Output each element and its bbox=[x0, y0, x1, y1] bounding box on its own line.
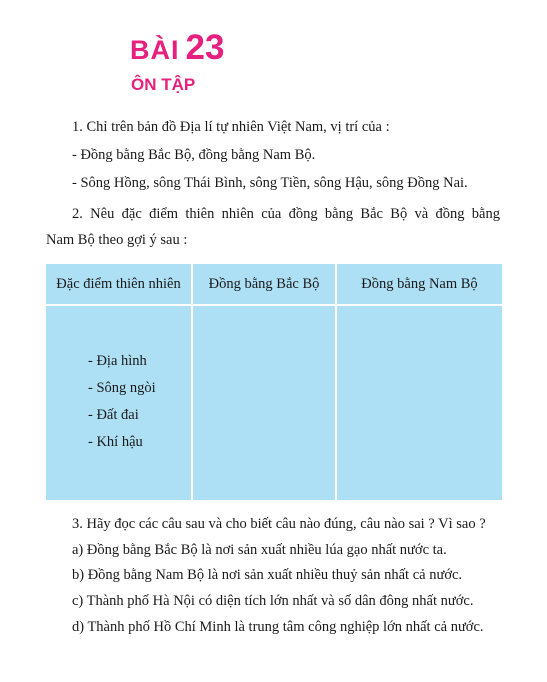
statement-c: c) Thành phố Hà Nội có diện tích lớn nhất và số dân đông nhất nước. bbox=[72, 593, 474, 609]
answer-cell-bac-bo bbox=[192, 305, 336, 500]
table-header-cell: Đặc điểm thiên nhiên bbox=[46, 264, 192, 305]
table-row bbox=[46, 305, 502, 500]
question-2-line-2: Nam Bộ theo gợi ý sau : bbox=[46, 232, 188, 248]
answer-cell-nam-bo bbox=[336, 305, 502, 500]
question-1: 1. Chỉ trên bản đồ Địa lí tự nhiên Việt Nam, vị trí của : bbox=[72, 119, 390, 135]
lesson-title: ÔN TẬP bbox=[131, 75, 196, 94]
features-table bbox=[46, 264, 502, 500]
question-1-item: - Đồng bằng Bắc Bộ, đồng bằng Nam Bộ. bbox=[72, 147, 316, 163]
lesson-number: 23 bbox=[185, 28, 225, 67]
lesson-heading bbox=[130, 30, 224, 65]
question-1-item: - Sông Hồng, sông Thái Bình, sông Tiền, sông Hậu, sông Đồng Nai. bbox=[72, 175, 468, 191]
table-header-cell: Đồng bằng Bắc Bộ bbox=[192, 264, 336, 305]
statement-b: b) Đồng bằng Nam Bộ là nơi sản xuất nhiều thuỷ sản nhất cả nước. bbox=[72, 567, 463, 583]
statement-a: a) Đồng bằng Bắc Bộ là nơi sản xuất nhiều lúa gạo nhất nước ta. bbox=[72, 542, 447, 558]
question-2-line-1: 2. Nêu đặc điểm thiên nhiên của đồng bằng Bắc Bộ và đồng bằng bbox=[72, 206, 500, 222]
feature-item: - Địa hình bbox=[88, 353, 147, 369]
lesson-word: BÀI bbox=[130, 35, 180, 65]
table-header-cell: Đồng bằng Nam Bộ bbox=[336, 264, 502, 305]
feature-list bbox=[46, 306, 191, 456]
feature-item: - Khí hậu bbox=[88, 434, 143, 450]
feature-item: - Đất đai bbox=[88, 407, 139, 423]
table-header-row bbox=[46, 264, 502, 305]
question-3: 3. Hãy đọc các câu sau và cho biết câu nào đúng, câu nào sai ? Vì sao ? bbox=[72, 516, 486, 532]
feature-list-cell bbox=[46, 305, 192, 500]
statement-d: d) Thành phố Hồ Chí Minh là trung tâm công nghiệp lớn nhất cả nước. bbox=[72, 619, 484, 635]
feature-item: - Sông ngòi bbox=[88, 380, 156, 396]
